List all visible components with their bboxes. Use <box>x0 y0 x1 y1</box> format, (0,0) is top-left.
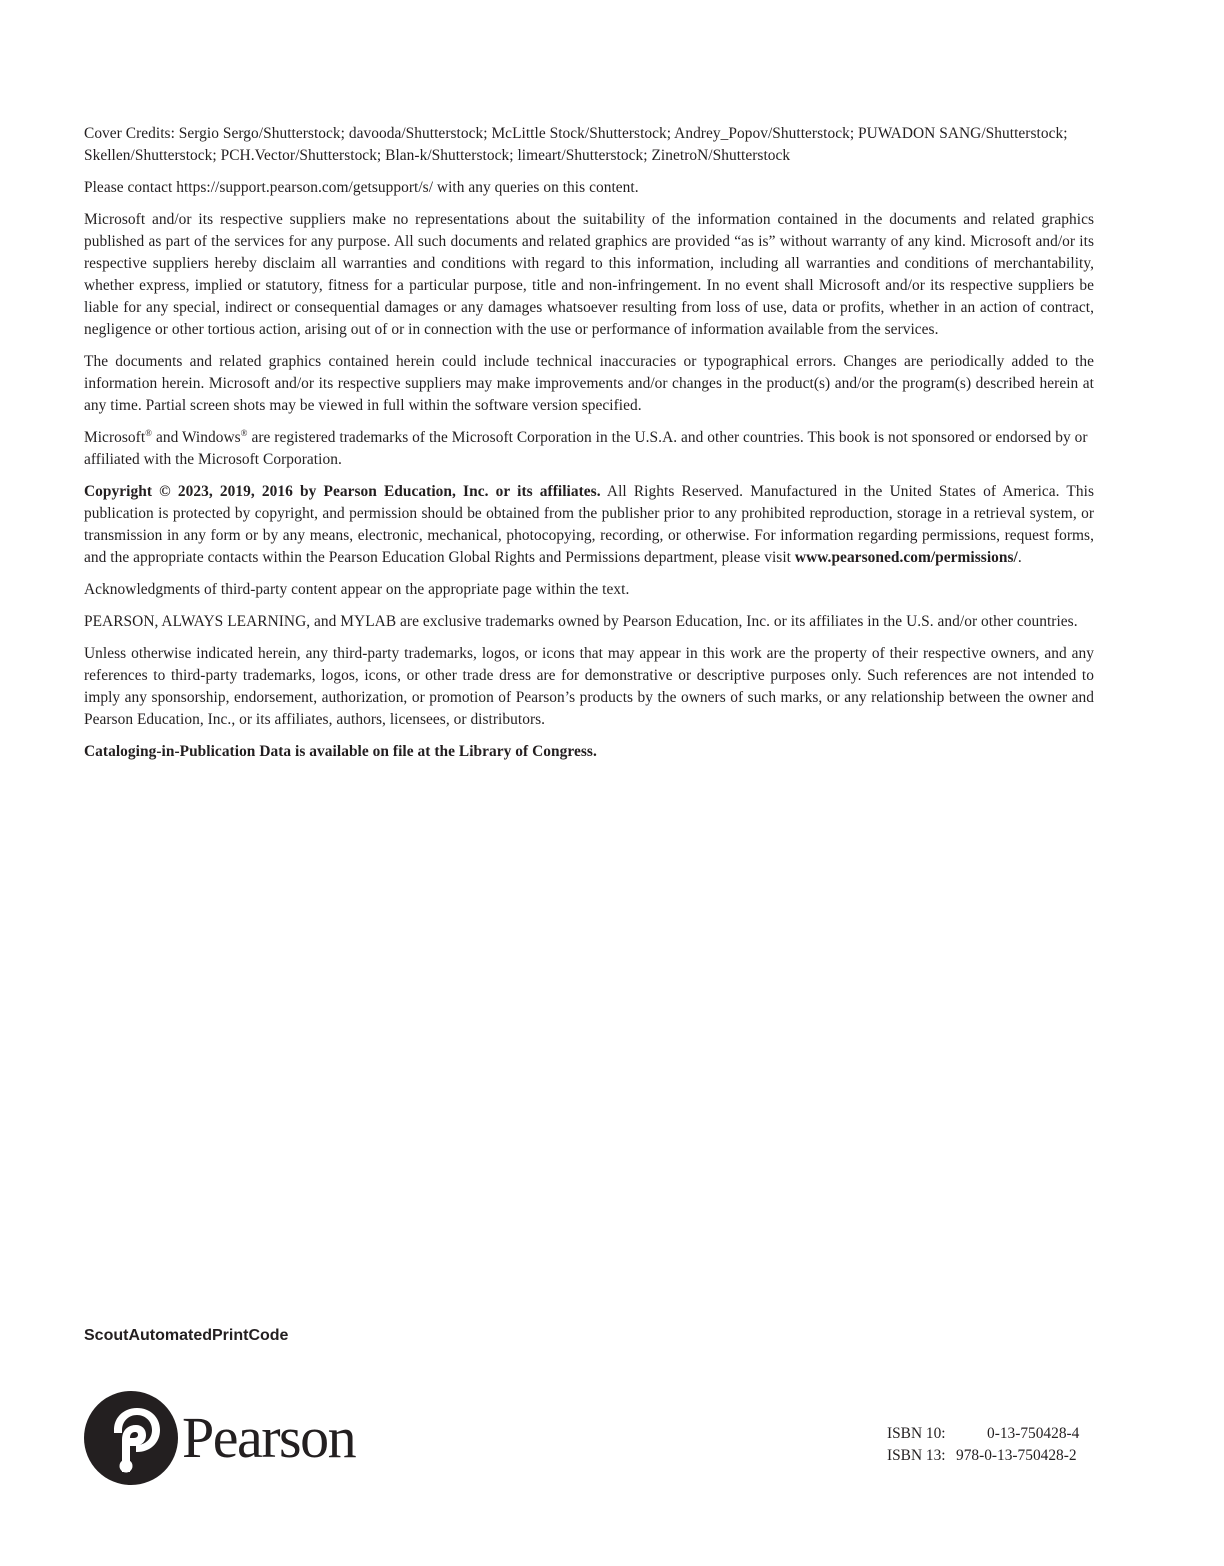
copyright-text: All Rights Reserved. Manufactured in the United States of America. This publication is protected by copyright, and permission should be obtained from the publisher prior to any prohibited reproduction, storage in a retrieval system, or transmission in any form or by any means, electronic, mechanical, photocopying, recording, or otherwise. For information regarding permissions, request forms, and the appropriate contacts within the Pearson Education Global Rights and Permissions department, please visit <box>84 483 1094 566</box>
documents-disclaimer: The documents and related graphics contained herein could include technical inaccuracies or typographical errors. Changes are periodically added to the information herein. Microsoft and/or its respective suppliers may make improvements and/or changes in the product(s) and/or the program(s) described herein at any time. Partial screen shots may be viewed in full within the software version specified. <box>84 353 1094 414</box>
microsoft-disclaimer: Microsoft and/or its respective suppliers make no representations about the suitability of the information contained in the documents and related graphics published as part of the services for any purpose. All such documents and related graphics are provided “as is” without warranty of any kind. Microsoft and/or its respective suppliers hereby disclaim all warranties and conditions with regard to this information, including all warranties and conditions of merchantability, whether express, implied or statutory, fitness for a particular purpose, title and non-infringement. In no event shall Microsoft and/or its respective suppliers be liable for any special, indirect or consequential damages or any damages whatsoever resulting from loss of use, data or profits, whether in an action of contract, negligence or other tortious action, arising out of or in connection with the use or performance of information available from the services. <box>84 211 1094 338</box>
isbn-10-label: ISBN 10: <box>887 1425 946 1442</box>
isbn-13-label: ISBN 13: <box>887 1447 946 1464</box>
windows-word: Windows <box>181 429 241 446</box>
pearson-p-logo-icon <box>84 1391 178 1485</box>
registered-mark: ® <box>240 428 248 438</box>
and-word: and <box>152 429 182 446</box>
trademarks-rest: are registered trademarks of the Microsoft Corporation in the U.S.A. and other countries. This book is not sponsored or endorsed by or affiliated with the Microsoft Corporation. <box>84 429 1088 468</box>
print-code: ScoutAutomatedPrintCode <box>84 1327 289 1344</box>
copyright-notice <box>84 481 1094 569</box>
cover-credits: Cover Credits: Sergio Sergo/Shutterstock; davooda/Shutterstock; McLittle Stock/Shutterstock; Andrey_Popov/Shutterstock; PUWADON SANG/Shutterstock; Skellen/Shutterstock; PCH.Vector/Shutterstock; Blan-k/Shutterstock; limeart/Shutterstock; ZinetroN/Shutterstock <box>84 125 1068 164</box>
isbn-block <box>887 1423 1079 1467</box>
copyright-end: . <box>1017 549 1022 566</box>
copyright-page-body <box>84 123 1094 773</box>
acknowledgments: Acknowledgments of third-party content appear on the appropriate page within the text. <box>84 581 630 598</box>
isbn-10-row <box>887 1423 1079 1445</box>
pearson-logo <box>84 1390 404 1486</box>
cataloging-data: Cataloging-in-Publication Data is available on file at the Library of Congress. <box>84 743 597 760</box>
contact-line: Please contact https://support.pearson.com/getsupport/s/ with any queries on this content. <box>84 179 639 196</box>
registered-mark: ® <box>145 428 153 438</box>
isbn-13-value: 978-0-13-750428-2 <box>956 1447 1077 1464</box>
pearson-trademarks: PEARSON, ALWAYS LEARNING, and MYLAB are exclusive trademarks owned by Pearson Education, Inc. or its affiliates in the U.S. and/or other countries. <box>84 613 1078 630</box>
pearson-wordmark: Pearson <box>182 1405 356 1470</box>
copyright-statement: Copyright © 2023, 2019, 2016 by Pearson Education, Inc. or its affiliates. <box>84 483 601 500</box>
microsoft-trademarks <box>84 427 1094 471</box>
microsoft-word: Microsoft <box>84 429 146 446</box>
third-party-notice: Unless otherwise indicated herein, any third-party trademarks, logos, or icons that may appear in this work are the property of their respective owners, and any references to third-party trademarks, logos, icons, or other trade dress are for demonstrative or descriptive purposes only. Such references are not intended to imply any sponsorship, endorsement, authorization, or promotion of Pearson’s products by the owners of such marks, or any relationship between the owner and Pearson Education, Inc., or its affiliates, authors, licensees, or distributors. <box>84 645 1094 728</box>
isbn-13-row <box>887 1445 1079 1467</box>
isbn-10-value: 0-13-750428-4 <box>987 1425 1080 1442</box>
permissions-url: www.pearsoned.com/permissions/ <box>794 549 1018 566</box>
